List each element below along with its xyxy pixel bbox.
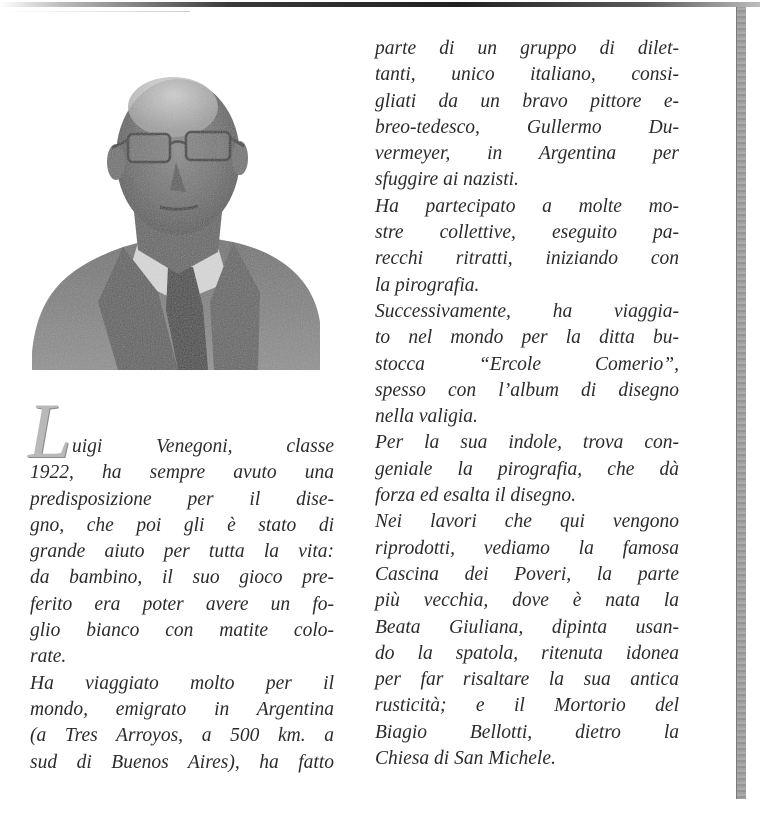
article-line: glio bianco con matite colo-	[30, 620, 334, 642]
article-line: predisposizione per il dise-	[30, 488, 334, 510]
portrait-photo	[28, 52, 324, 370]
article-line: Cascina dei Poveri, la parte	[375, 563, 679, 585]
article-line: Successivamente, ha viaggia-	[375, 300, 679, 322]
article-line: Ha viaggiato molto per il	[30, 672, 334, 694]
article-line: Nei lavori che qui vengono	[375, 511, 679, 533]
top-rule	[0, 2, 760, 7]
article-line: forza ed esalta il disegno.	[375, 485, 576, 507]
article-line: to nel mondo per la ditta bu-	[375, 327, 679, 349]
article-line: recchi ritratti, iniziando con	[375, 248, 679, 270]
article-line: stre collettive, eseguito pa-	[375, 222, 679, 244]
page-edge-bar	[736, 7, 746, 799]
top-rule-thin	[0, 11, 190, 12]
drop-cap: L	[28, 387, 72, 474]
article-line: uigi Venegoni, classe	[72, 436, 334, 457]
article-column-left	[30, 434, 334, 776]
ear-right	[232, 141, 248, 175]
article-line: sfuggire ai nazisti.	[375, 169, 519, 191]
article-line: nella valigia.	[375, 406, 478, 428]
head-highlight	[128, 77, 218, 137]
article-line: stocca “Ercole Comerio”,	[375, 353, 679, 375]
article-line: mondo, emigrato in Argentina	[30, 698, 334, 720]
article-line: da bambino, il suo gioco pre-	[30, 567, 334, 589]
article-line: tanti, unico italiano, consi-	[375, 64, 679, 86]
article-line: Biagio Bellotti, dietro la	[375, 721, 679, 743]
article-column-right	[375, 36, 679, 772]
article-line: spesso con l’album di disegno	[375, 379, 679, 401]
article-line: (a Tres Arroyos, a 500 km. a	[30, 725, 334, 747]
article-line: vermeyer, in Argentina per	[375, 143, 679, 165]
article-line: più vecchia, dove è nata la	[375, 590, 679, 612]
article-line: la pirografia.	[375, 274, 480, 296]
article-line: Ha partecipato a molte mo-	[375, 195, 679, 217]
article-line: 1922, ha sempre avuto una	[30, 462, 334, 484]
article-line: parte di un gruppo di dilet-	[375, 38, 679, 59]
article-line: geniale la pirografia, che dà	[375, 458, 679, 480]
article-line: riprodotti, vediamo la famosa	[375, 537, 679, 559]
article-line: Per la sua indole, trova con-	[375, 432, 679, 454]
article-line: gliati da un bravo pittore e-	[375, 90, 679, 112]
article-line: do la spatola, ritenuta idonea	[375, 642, 679, 664]
article-line: sud di Buenos Aires), ha fatto	[30, 751, 334, 773]
article-line: Chiesa di San Michele.	[375, 748, 556, 770]
article-line: breo-tedesco, Gullermo Du-	[375, 116, 679, 138]
article-line: rusticità; e il Mortorio del	[375, 695, 679, 717]
article-line: grande aiuto per tutta la vita:	[30, 541, 334, 563]
article-line: Beata Giuliana, dipinta usan-	[375, 616, 679, 638]
article-line: rate.	[30, 646, 67, 668]
article-line: ferito era poter avere un fo-	[30, 593, 334, 615]
article-line: gno, che poi gli è stato di	[30, 514, 334, 536]
ear-left	[107, 144, 125, 180]
article-line: per far risaltare la sua antica	[375, 669, 679, 691]
